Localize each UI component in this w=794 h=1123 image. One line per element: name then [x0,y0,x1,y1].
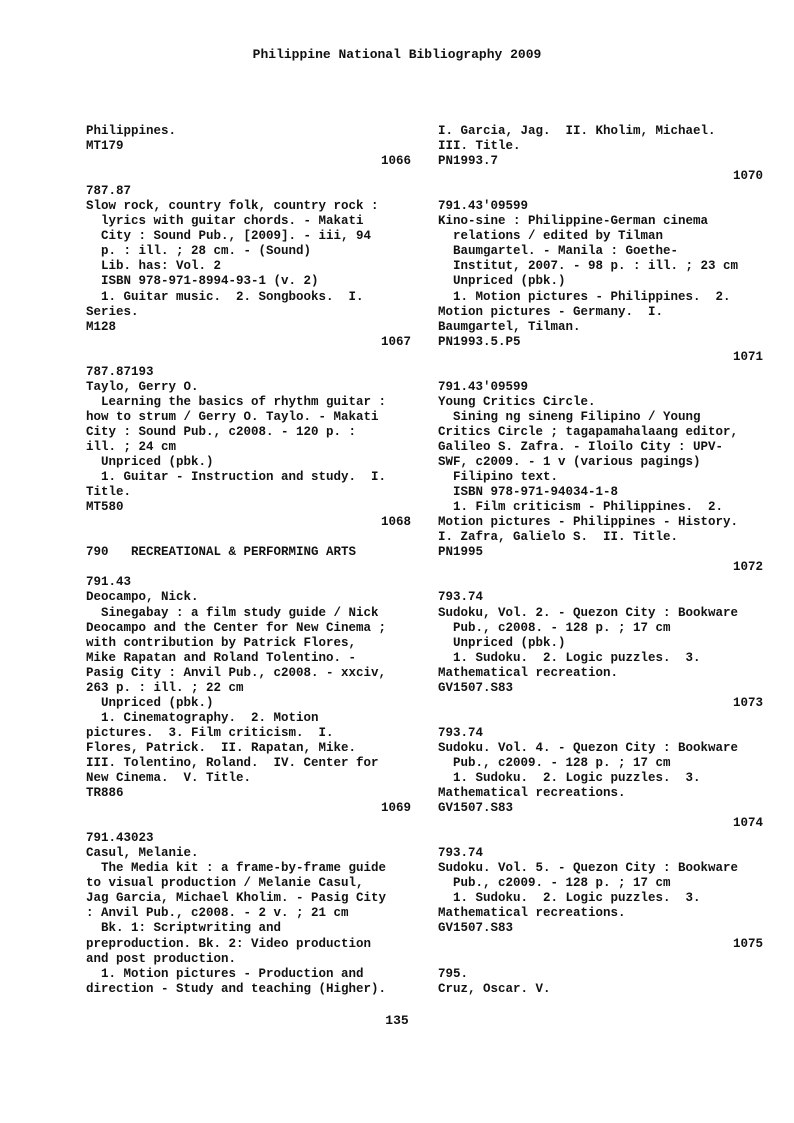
text-line: 1. Film criticism - Philippines. 2. [438,500,724,515]
text-line: Cruz, Oscar. V. [438,981,551,996]
text-line: Slow rock, country folk, country rock : [86,199,379,214]
text-line: Mathematical recreation. [438,665,619,680]
text-line: Mike Rapatan and Roland Tolentino. - [86,650,357,665]
text-line: Deocampo, Nick. [86,590,199,605]
text-line: Baumgartel. - Manila : Goethe- [438,244,679,259]
blank-line [86,350,411,365]
text-line: 795. [438,966,469,981]
text-line: TR886 [86,786,124,801]
text-line: III. Title. [438,139,521,154]
text-line: Mathematical recreations. [438,906,626,921]
text-line: 263 p. : ill. ; 22 cm [86,680,244,695]
text-line: Sudoku, Vol. 2. - Quezon City : Bookware [438,605,739,620]
text-line: 791.43023 [86,831,154,846]
blank-line [438,365,763,380]
entry-number: 1070 [732,169,763,184]
text-line: City : Sound Pub., c2008. - 120 p. : [86,424,357,439]
text-line: Casul, Melanie. [86,846,199,861]
text-line: 791.43'09599 [438,379,529,394]
right-column [438,124,763,997]
text-line: Pub., c2009. - 128 p. ; 17 cm [438,876,671,891]
text-line: III. Tolentino, Roland. IV. Center for [86,755,379,770]
text-line: Deocampo and the Center for New Cinema ; [86,620,387,635]
text-line: Unpriced (pbk.) [86,455,214,470]
blank-line [438,575,763,590]
text-line: 793.74 [438,725,484,740]
entry-number: 1067 [380,334,411,349]
text-line: Motion pictures - Philippines - History. [438,515,739,530]
text-line: relations / edited by Tilman [438,229,664,244]
blank-line [86,169,411,184]
text-line: Title. [86,485,132,500]
text-line: City : Sound Pub., [2009]. - iii, 94 [86,229,372,244]
text-line: Learning the basics of rhythm guitar : [86,394,387,409]
text-line: Unpriced (pbk.) [86,695,214,710]
text-line: Taylo, Gerry O. [86,379,199,394]
text-line: 1. Cinematography. 2. Motion [86,710,319,725]
text-line: to visual production / Melanie Casul, [86,876,364,891]
text-line: ISBN 978-971-94034-1-8 [438,485,619,500]
text-line: Motion pictures - Germany. I. [438,304,664,319]
text-line: Sudoku. Vol. 4. - Quezon City : Bookware [438,740,739,755]
text-line: Pasig City : Anvil Pub., c2008. - xxciv, [86,665,387,680]
entry-number: 1068 [380,515,411,530]
entry-number: 1069 [380,801,411,816]
blank-line [86,816,411,831]
entry-number: 1074 [732,816,763,831]
text-line: Galileo S. Zafra. - Iloilo City : UPV- [438,439,724,454]
text-line: SWF, c2009. - 1 v (various pagings) [438,455,701,470]
text-line: 1. Guitar music. 2. Songbooks. I. [86,289,364,304]
text-line: Mathematical recreations. [438,786,626,801]
text-line: PN1993.5.P5 [438,334,521,349]
text-line: 1. Motion pictures - Production and [86,966,364,981]
text-line: Critics Circle ; tagapamahalaang editor, [438,424,739,439]
text-line: 787.87 [86,184,132,199]
text-line: Philippines. [86,124,177,138]
page-number: 135 [385,1013,409,1028]
text-line: 1. Motion pictures - Philippines. 2. [438,289,731,304]
text-line: 793.74 [438,590,484,605]
text-line: New Cinema. V. Title. [86,771,252,786]
left-column [86,124,411,997]
page-header-title: Philippine National Bibliography 2009 [252,47,542,62]
blank-line [438,711,763,726]
text-line: Pub., c2008. - 128 p. ; 17 cm [438,620,671,635]
text-line: I. Garcia, Jag. II. Kholim, Michael. [438,124,716,138]
blank-line [86,530,411,545]
entry-number: 1072 [732,560,763,575]
text-line: GV1507.S83 [438,680,514,695]
text-line: 787.87193 [86,364,154,379]
text-line: preproduction. Bk. 2: Video production [86,936,372,951]
text-line: direction - Study and teaching (Higher). [86,981,387,996]
text-line: GV1507.S83 [438,921,514,936]
text-line: Kino-sine : Philippine-German cinema [438,214,709,229]
entry-number: 1071 [732,349,763,364]
text-line: Unpriced (pbk.) [438,635,566,650]
text-line: pictures. 3. Film criticism. I. [86,725,334,740]
entry-number: 1066 [380,154,411,169]
text-line: how to strum / Gerry O. Taylo. - Makati [86,409,379,424]
entry-number: 1075 [732,936,763,951]
text-line: 790 RECREATIONAL & PERFORMING ARTS [86,545,357,560]
text-line: 1. Sudoku. 2. Logic puzzles. 3. [438,891,701,906]
text-line: GV1507.S83 [438,801,514,816]
blank-line [86,560,411,575]
entry-number: 1073 [732,695,763,710]
text-line: 791.43 [86,575,132,590]
text-line: M128 [86,319,117,334]
text-line: Flores, Patrick. II. Rapatan, Mike. [86,740,357,755]
text-line: PN1993.7 [438,154,499,169]
text-line: Filipino text. [438,470,559,485]
text-line: MT580 [86,500,124,515]
text-line: ill. ; 24 cm [86,439,177,454]
text-line: Pub., c2009. - 128 p. ; 17 cm [438,755,671,770]
text-line: The Media kit : a frame-by-frame guide [86,861,387,876]
text-line: MT179 [86,139,124,154]
text-line: Sudoku. Vol. 5. - Quezon City : Bookware [438,861,739,876]
text-line: ISBN 978-971-8994-93-1 (v. 2) [86,274,319,289]
text-line: and post production. [86,951,237,966]
blank-line [438,831,763,846]
blank-line [438,184,763,199]
text-line: : Anvil Pub., c2008. - 2 v. ; 21 cm [86,906,349,921]
text-line: lyrics with guitar chords. - Makati [86,214,364,229]
text-line: Institut, 2007. - 98 p. : ill. ; 23 cm [438,259,739,274]
text-line: 1. Sudoku. 2. Logic puzzles. 3. [438,771,701,786]
text-line: Lib. has: Vol. 2 [86,259,222,274]
text-line: Baumgartel, Tilman. [438,319,581,334]
text-line: Bk. 1: Scriptwriting and [86,921,282,936]
text-line: Sining ng sineng Filipino / Young [438,409,701,424]
text-line: 1. Sudoku. 2. Logic puzzles. 3. [438,650,701,665]
text-line: 793.74 [438,846,484,861]
text-line: p. : ill. ; 28 cm. - (Sound) [86,244,312,259]
blank-line [438,952,763,967]
text-line: Young Critics Circle. [438,394,596,409]
text-line: Jag Garcia, Michael Kholim. - Pasig City [86,891,387,906]
text-line: Series. [86,304,139,319]
text-line: I. Zafra, Galielo S. II. Title. [438,530,679,545]
text-line: Unpriced (pbk.) [438,274,566,289]
text-line: PN1995 [438,545,484,560]
text-line: with contribution by Patrick Flores, [86,635,357,650]
text-line: 1. Guitar - Instruction and study. I. [86,470,387,485]
text-line: 791.43'09599 [438,199,529,214]
text-line: Sinegabay : a film study guide / Nick [86,605,379,620]
